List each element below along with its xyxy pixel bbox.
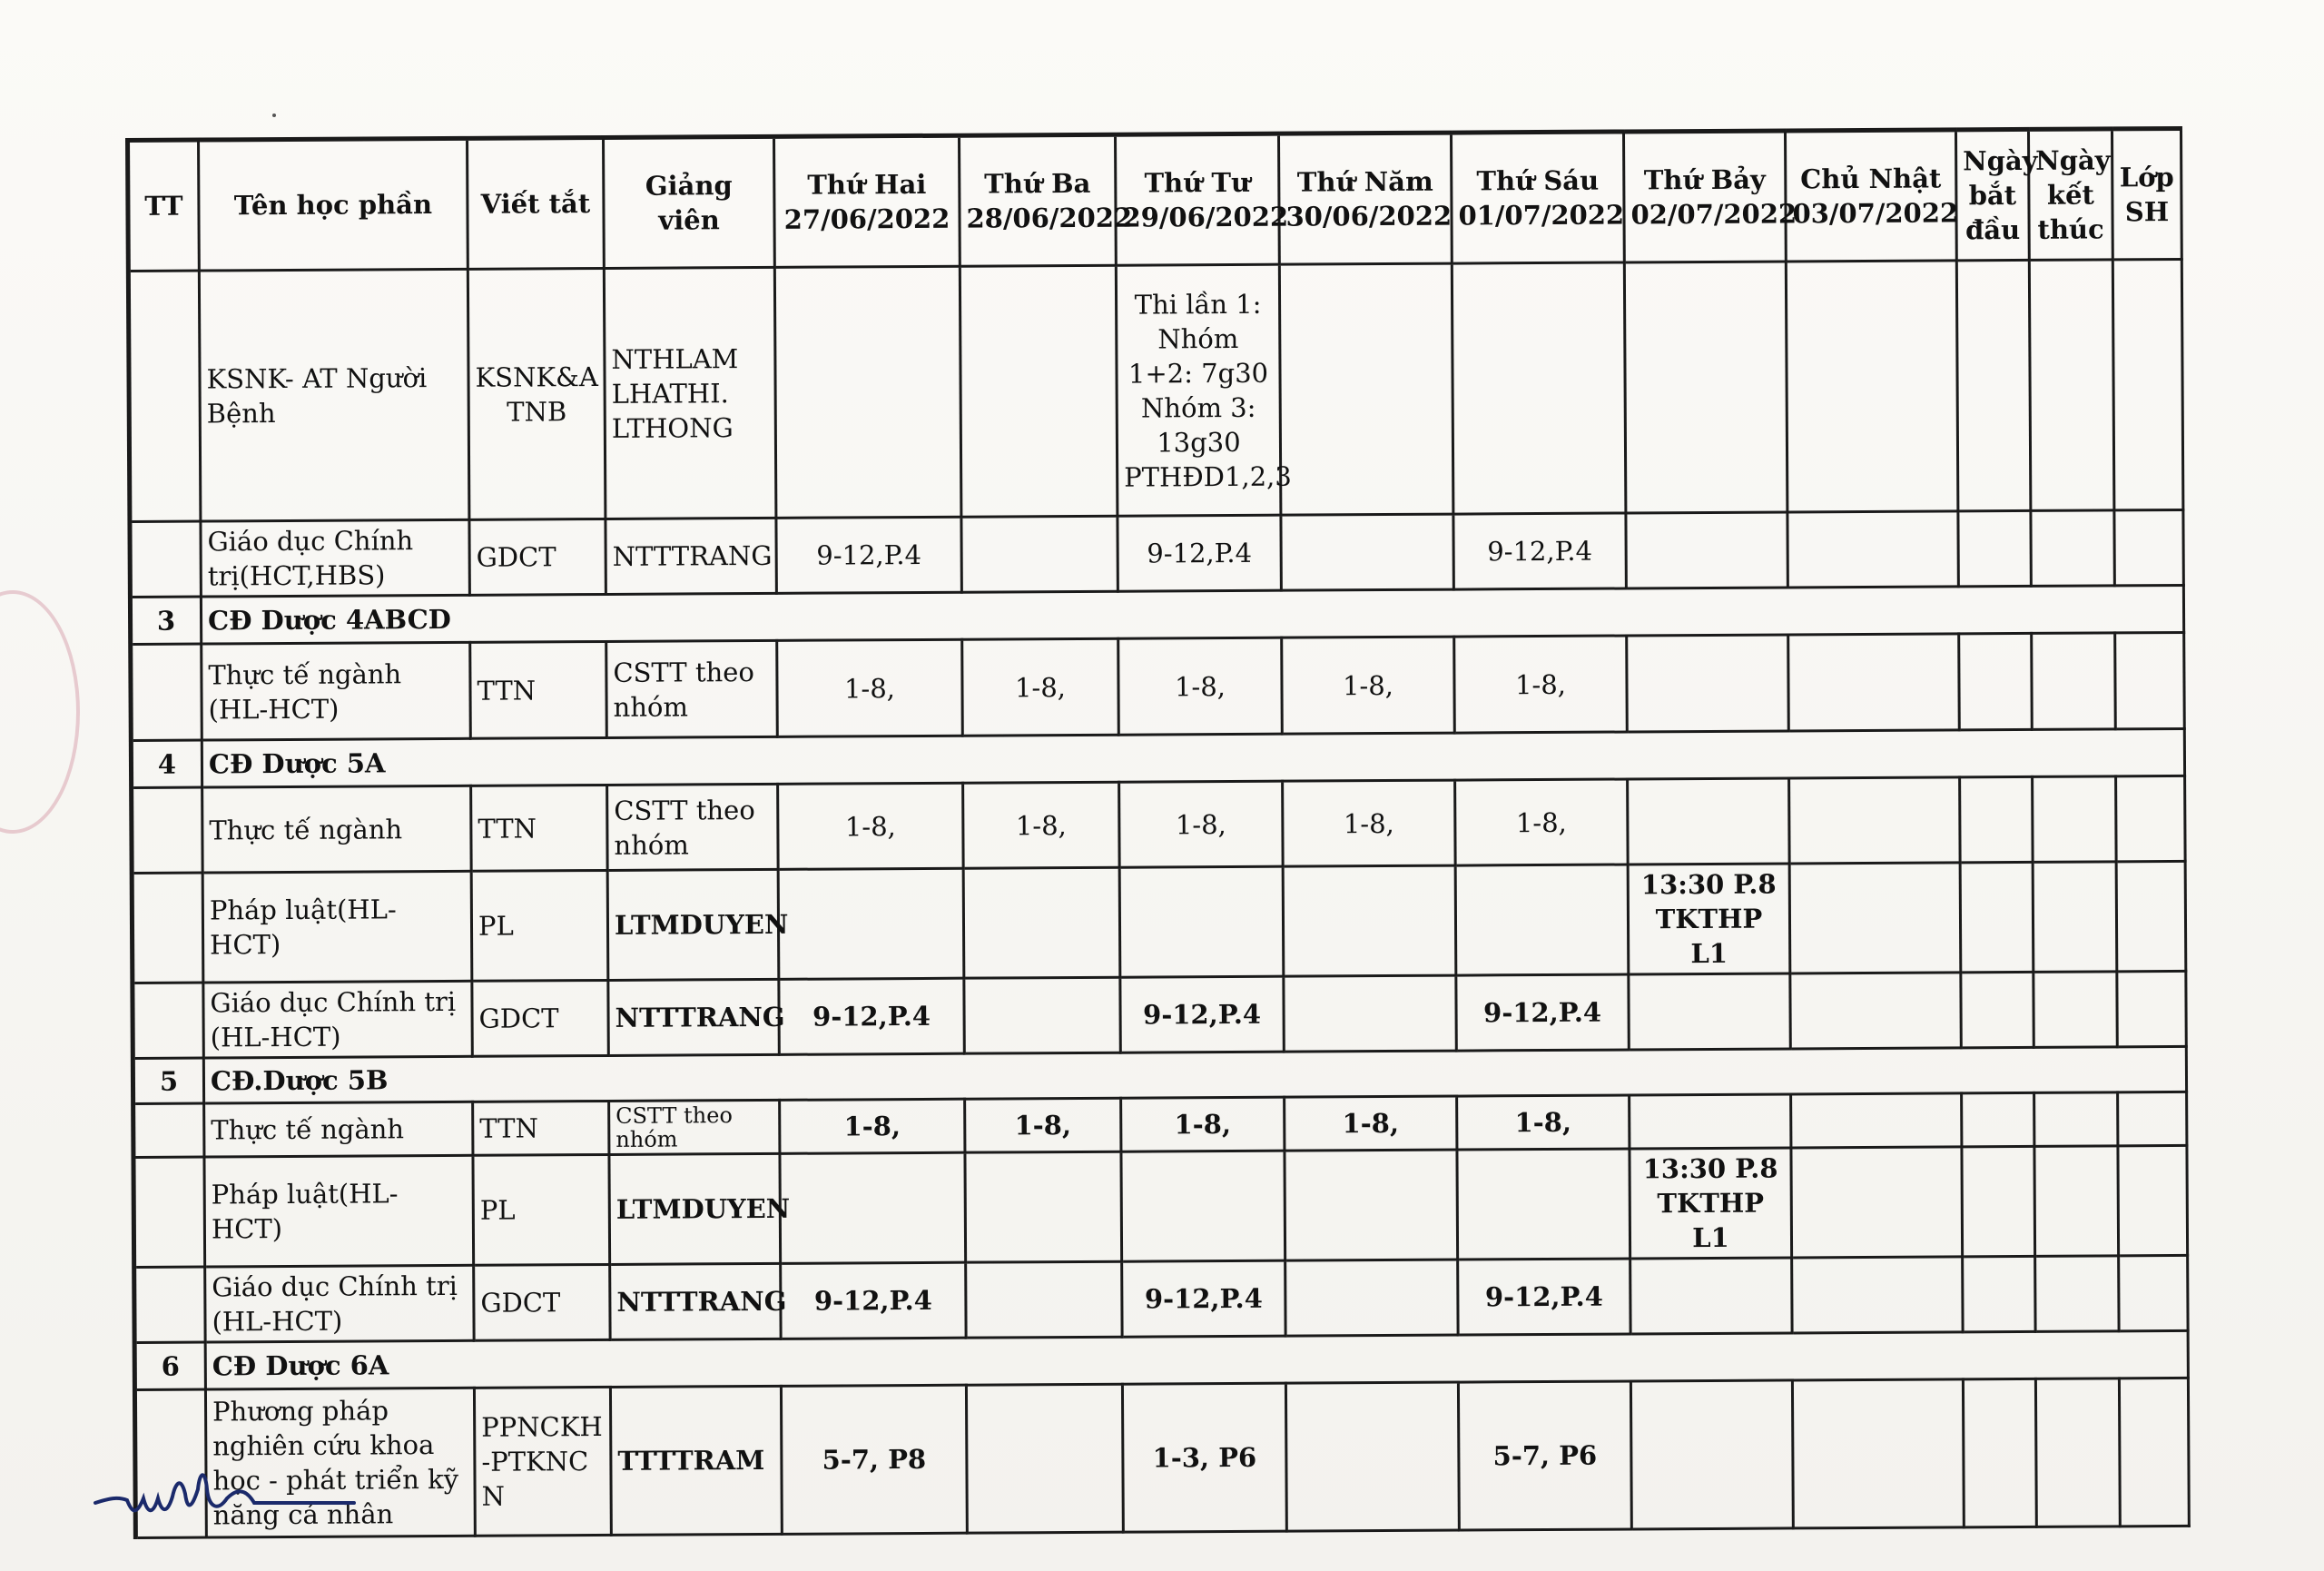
table-row — [132, 776, 2186, 873]
start-cell — [1962, 1092, 2034, 1146]
wed-cell: 1-8, — [1118, 637, 1283, 735]
wed-cell — [1121, 1151, 1285, 1261]
row-tt — [131, 644, 202, 740]
table-row — [134, 1255, 2188, 1342]
sat-cell — [1628, 778, 1790, 865]
fri-cell — [1452, 262, 1626, 514]
row-tt — [133, 983, 203, 1058]
thu-cell — [1285, 1382, 1459, 1531]
sat-cell: 13:30 P.8 TKTHP L1 — [1628, 864, 1790, 974]
class-schedule-table — [125, 126, 2191, 1539]
tue-cell — [961, 516, 1118, 592]
end-cell — [2033, 776, 2117, 863]
course-name: Phương pháp nghiên cứu khoa học - phát triển kỹ năng cá nhân — [205, 1388, 475, 1537]
col-sat: Thứ Bảy 02/07/2022 — [1623, 131, 1786, 262]
start-cell — [1961, 972, 2034, 1047]
mon-cell: 5-7, P8 — [781, 1385, 967, 1534]
course-abbr: GDCT — [474, 1264, 610, 1340]
mon-cell: 1-8, — [780, 1099, 965, 1153]
col-tt: TT — [128, 140, 200, 271]
thu-cell: 1-8, — [1283, 780, 1456, 866]
sun-cell — [1792, 1379, 1964, 1528]
table-row — [133, 1145, 2188, 1267]
teacher: LTMDUYEN — [609, 1153, 781, 1264]
wed-cell: Thi lần 1: Nhóm 1+2: 7g30 Nhóm 3: 13g30 PTHĐD1,2,3 — [1116, 264, 1281, 516]
course-abbr: TTN — [470, 641, 607, 738]
end-cell — [2032, 633, 2116, 730]
thu-cell: 1-8, — [1282, 637, 1455, 734]
fri-cell: 9-12,P.4 — [1453, 513, 1626, 589]
col-abbr: Viết tắt — [468, 137, 605, 269]
col-tue: Thứ Ba 28/06/2022 — [959, 134, 1116, 266]
group-number: 3 — [130, 597, 201, 644]
class-cell — [2116, 776, 2186, 861]
thu-cell — [1283, 865, 1456, 976]
sun-cell — [1789, 863, 1961, 973]
end-cell — [2029, 260, 2114, 511]
row-tt — [134, 1267, 205, 1342]
row-tt — [132, 787, 203, 873]
teacher: NTTTRANG — [608, 979, 779, 1055]
course-abbr: TTN — [471, 785, 608, 871]
row-tt — [130, 521, 201, 597]
teacher: NTHLAM LHATHI. LTHONG — [604, 267, 776, 519]
course-name: Thực tế ngành — [202, 786, 472, 873]
tue-cell — [963, 867, 1120, 978]
course-abbr: KSNK&A TNB — [468, 268, 606, 519]
course-name: Pháp luật(HL-HCT) — [202, 871, 472, 983]
class-cell — [2112, 259, 2183, 509]
course-abbr: TTN — [473, 1101, 609, 1155]
wed-cell: 9-12,P.4 — [1122, 1260, 1285, 1337]
group-name: CĐ Dược 4ABCD — [201, 585, 2183, 644]
mon-cell: 9-12,P.4 — [776, 517, 961, 593]
class-cell — [2119, 1378, 2189, 1526]
fri-cell: 1-8, — [1457, 1095, 1630, 1150]
sun-cell — [1792, 1257, 1963, 1333]
start-cell — [1963, 1378, 2036, 1527]
thu-cell — [1285, 1260, 1458, 1336]
course-abbr: PL — [471, 870, 608, 981]
sat-cell — [1624, 262, 1787, 513]
course-name: KSNK- AT Người Bệnh — [199, 269, 469, 521]
row-tt — [132, 873, 203, 983]
course-name: Giáo dục Chính trị (HL-HCT) — [205, 1265, 474, 1342]
group-number: 4 — [131, 740, 202, 787]
teacher: TTTTRAM — [610, 1386, 782, 1535]
fri-cell — [1457, 1149, 1630, 1260]
speck — [272, 114, 276, 117]
class-cell — [2116, 861, 2186, 971]
col-end-date: Ngày kết thúc — [2028, 129, 2112, 261]
fri-cell: 9-12,P.4 — [1458, 1259, 1630, 1335]
sat-cell — [1626, 512, 1787, 588]
col-thu: Thứ Năm 30/06/2022 — [1278, 133, 1452, 264]
end-cell — [2033, 862, 2117, 973]
thu-cell — [1284, 975, 1456, 1052]
mon-cell — [780, 1152, 966, 1263]
class-cell — [2118, 1092, 2187, 1145]
col-sun: Chủ Nhật 03/07/2022 — [1785, 130, 1956, 262]
mon-cell — [778, 868, 964, 979]
mon-cell — [774, 266, 961, 518]
teacher: LTMDUYEN — [607, 869, 779, 980]
sun-cell — [1791, 1093, 1962, 1148]
group-number: 6 — [134, 1342, 205, 1389]
col-wed: Thứ Tư 29/06/2022 — [1115, 133, 1279, 265]
course-name: Giáo dục Chính trị (HL-HCT) — [203, 981, 472, 1058]
sat-cell — [1630, 1094, 1791, 1149]
row-tt — [128, 271, 201, 521]
wed-cell — [1119, 866, 1284, 977]
table-row — [128, 259, 2183, 521]
col-teacher: Giảng viên — [604, 136, 775, 268]
end-cell — [2035, 1378, 2120, 1527]
fri-cell: 5-7, P6 — [1458, 1381, 1631, 1530]
start-cell — [1958, 510, 2031, 586]
course-abbr: GDCT — [469, 519, 606, 595]
table-row — [131, 632, 2185, 740]
start-cell — [1956, 260, 2031, 510]
course-name: Giáo dục Chính trị(HCT,HBS) — [201, 519, 469, 597]
group-name: CĐ Dược 6A — [205, 1330, 2188, 1389]
course-name: Thực tế ngành — [204, 1102, 473, 1157]
row-tt — [133, 1157, 205, 1267]
teacher: CSTT theo nhóm — [609, 1100, 780, 1154]
course-abbr: GDCT — [472, 980, 608, 1056]
teacher: CSTT theo nhóm — [607, 784, 779, 870]
group-number: 5 — [133, 1058, 203, 1103]
wed-cell: 9-12,P.4 — [1118, 515, 1281, 591]
col-mon: Thứ Hai 27/06/2022 — [774, 135, 960, 267]
col-class: Lớp SH — [2112, 128, 2181, 259]
table-row — [132, 861, 2186, 983]
teacher: NTTTRANG — [606, 518, 776, 594]
col-start-date: Ngày bắt đầu — [1955, 129, 2029, 260]
tue-cell — [964, 977, 1120, 1053]
fri-cell: 1-8, — [1454, 636, 1628, 733]
table-row — [130, 509, 2183, 597]
sun-cell — [1786, 261, 1958, 512]
start-cell — [1960, 862, 2034, 972]
tue-cell: 1-8, — [965, 1098, 1121, 1152]
sat-cell — [1630, 1380, 1793, 1529]
class-cell — [2119, 1255, 2188, 1330]
start-cell — [1962, 1146, 2035, 1256]
end-cell — [2034, 1092, 2118, 1147]
end-cell — [2034, 972, 2117, 1048]
course-name: Pháp luật(HL-HCT) — [204, 1155, 474, 1267]
end-cell — [2034, 1146, 2119, 1257]
fri-cell: 1-8, — [1455, 779, 1629, 865]
tue-cell — [960, 265, 1118, 517]
start-cell — [1959, 633, 2033, 729]
table-row — [133, 971, 2186, 1058]
sun-cell — [1791, 1147, 1963, 1258]
course-name: Thực tế ngành (HL-HCT) — [202, 642, 471, 740]
teacher: CSTT theo nhóm — [606, 640, 778, 737]
tue-cell — [966, 1384, 1123, 1533]
mon-cell: 9-12,P.4 — [781, 1262, 966, 1339]
header-row — [128, 128, 2182, 271]
tue-cell: 1-8, — [962, 638, 1119, 736]
tue-cell — [965, 1151, 1122, 1262]
sat-cell: 13:30 P.8 TKTHP L1 — [1630, 1148, 1792, 1259]
fri-cell — [1455, 865, 1629, 975]
wed-cell: 1-8, — [1119, 781, 1284, 867]
start-cell — [1963, 1256, 2035, 1331]
col-fri: Thứ Sáu 01/07/2022 — [1451, 132, 1624, 263]
start-cell — [1960, 776, 2034, 862]
sun-cell — [1787, 511, 1958, 588]
sun-cell — [1789, 777, 1961, 864]
sat-cell — [1630, 1258, 1792, 1334]
course-abbr: PPNCKH-PTKNCN — [474, 1387, 611, 1536]
class-cell — [2118, 1145, 2188, 1255]
sat-cell — [1629, 973, 1790, 1050]
wed-cell: 1-3, P6 — [1122, 1383, 1286, 1532]
handwritten-signature — [91, 1462, 363, 1535]
row-tt — [133, 1103, 204, 1157]
group-name: CĐ.Dược 5B — [203, 1046, 2186, 1103]
end-cell — [2031, 510, 2114, 587]
wed-cell: 9-12,P.4 — [1120, 976, 1284, 1052]
class-cell — [2117, 971, 2186, 1046]
sat-cell — [1627, 635, 1789, 732]
mon-cell: 1-8, — [777, 639, 963, 736]
end-cell — [2035, 1256, 2119, 1332]
wed-cell: 1-8, — [1121, 1097, 1285, 1151]
course-abbr: PL — [473, 1154, 610, 1265]
group-name: CĐ Dược 5A — [202, 728, 2184, 787]
sun-cell — [1790, 973, 1961, 1049]
thu-cell: 1-8, — [1285, 1096, 1457, 1151]
thu-cell — [1279, 263, 1453, 515]
thu-cell — [1281, 514, 1453, 590]
tue-cell: 1-8, — [963, 782, 1120, 868]
class-cell — [2115, 632, 2185, 728]
class-cell — [2114, 509, 2183, 585]
mon-cell: 1-8, — [778, 783, 964, 869]
mon-cell: 9-12,P.4 — [779, 978, 964, 1054]
col-course: Tên học phần — [199, 138, 468, 271]
thu-cell — [1285, 1150, 1458, 1260]
fri-cell: 9-12,P.4 — [1456, 974, 1629, 1051]
teacher: NTTTRANG — [610, 1263, 781, 1339]
table-row — [134, 1378, 2189, 1537]
tue-cell — [966, 1261, 1122, 1338]
sun-cell — [1788, 634, 1960, 731]
